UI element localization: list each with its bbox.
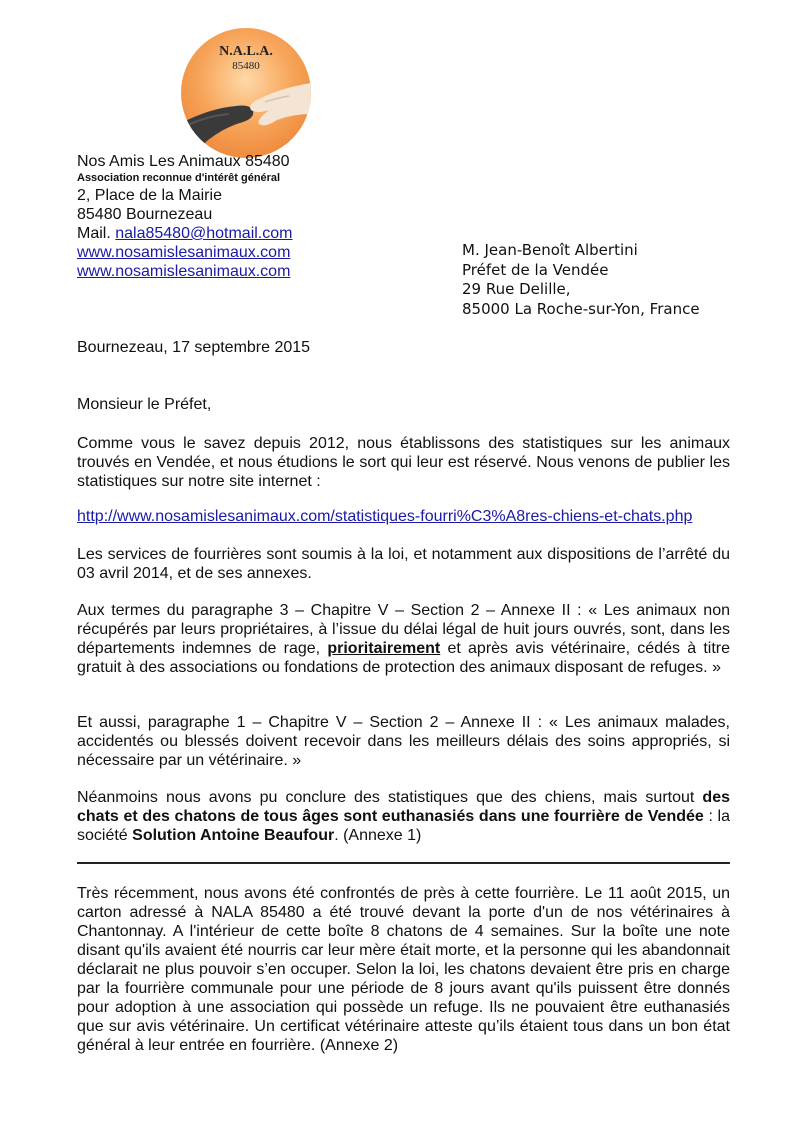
sender-address-line2: 85480 Bournezeau (77, 206, 213, 223)
paragraph-conclusion (77, 788, 730, 845)
conclusion-text-c: . (Annexe 1) (334, 827, 422, 844)
paragraph-annex-para3 (77, 601, 730, 677)
logo-title: N.A.L.A. (219, 44, 273, 59)
website-link-1[interactable]: www.nosamislesanimaux.com (77, 244, 291, 261)
mail-link[interactable]: nala85480@hotmail.com (115, 225, 293, 242)
paragraph-annex-para1: Et aussi, paragraphe 1 – Chapitre V – Section 2 – Annexe II : « Les animaux malades, accidentés ou blessés doivent recevoir dans les meilleurs délais des soins appropriés, si nécessaire par un vétérinaire. » (77, 714, 730, 769)
recipient-block (462, 241, 700, 319)
conclusion-text-b: : la société (77, 808, 731, 844)
recipient-street: 29 Rue Delille, (462, 280, 571, 298)
recipient-name: M. Jean-Benoît Albertini (462, 241, 638, 259)
sender-mail-line (77, 224, 292, 243)
association-logo (181, 28, 311, 158)
website-link-2[interactable]: www.nosamislesanimaux.com (77, 263, 291, 280)
conclusion-text-a: Néanmoins nous avons pu conclure des statistiques que des chiens, mais surtout (77, 789, 703, 806)
letter-date: Bournezeau, 17 septembre 2015 (77, 339, 311, 356)
recipient-city: 85000 La Roche-sur-Yon, France (462, 299, 700, 318)
section-divider (77, 862, 730, 864)
sender-address-line1: 2, Place de la Mairie (77, 187, 222, 204)
recipient-title: Préfet de la Vendée (462, 260, 609, 279)
salutation: Monsieur le Préfet, (77, 396, 212, 413)
prioritairement-emphasis: prioritairement (327, 640, 441, 657)
paragraph-kittens-case: Très récemment, nous avons été confrontés de près à cette fourrière. Le 11 août 2015, un carton adressé à NALA 85480 a été trouvé devant la porte d'un de nos vétérinaires à Chantonnay. A l'intérieur de cette boîte 8 chatons de 4 semaines. Sur la boîte une note disant qu'ils avaient été nourris car leur mère était morte, et la personne qui les abandonnait déclarait ne plus pouvoir s’en occuper. Selon la loi, les chatons devaient être pris en charge par la fourrière communale pour une période de 8 jours avant qu'ils puissent être donnés pour adoption à une association qui possède un refuge. Ils ne pouvaient être euthanasiés que sur avis vétérinaire. Un certificat vétérinaire atteste qu’ils étaient tous dans un bon état général à leur entrée en fourrière. (Annexe 2) (77, 885, 730, 1054)
logo-subtitle: 85480 (232, 60, 260, 72)
sender-block (77, 152, 292, 281)
conclusion-bold-company: Solution Antoine Beaufour (132, 827, 335, 844)
sender-name: Nos Amis Les Animaux 85480 (77, 153, 290, 170)
paragraph-intro: Comme vous le savez depuis 2012, nous établissons des statistiques sur les animaux trouvés en Vendée, et nous étudions le sort qui leur est réservé. Nous venons de publier les statistiques sur notre site internet : (77, 435, 730, 490)
conclusion-bold-euthanasia: des chats et des chatons de tous âges sont euthanasiés dans une fourrière de Vendée (77, 789, 730, 825)
annex-para3-text-b: et après avis vétérinaire, cédés à titre gratuit à des associations ou fondations de protection des animaux disposant de refuges. » (77, 640, 730, 676)
statistics-link[interactable]: http://www.nosamislesanimaux.com/statistiques-fourri%C3%A8res-chiens-et-chats.php (77, 508, 693, 525)
sender-tagline: Association reconnue d'intérêt général (77, 172, 281, 184)
mail-label: Mail. (77, 225, 116, 242)
paragraph-law: Les services de fourrières sont soumis à la loi, et notamment aux dispositions de l’arrêté du 03 avril 2014, et de ses annexes. (77, 546, 730, 582)
annex-para3-text-a: Aux termes du paragraphe 3 – Chapitre V – Section 2 – Annexe II : « Les animaux non récupérés par leurs propriétaires, à l’issue du délai légal de huit jours ouvrés, sont, dans les départements indemnes de rage, (77, 602, 730, 657)
statistics-url-paragraph (77, 507, 730, 526)
